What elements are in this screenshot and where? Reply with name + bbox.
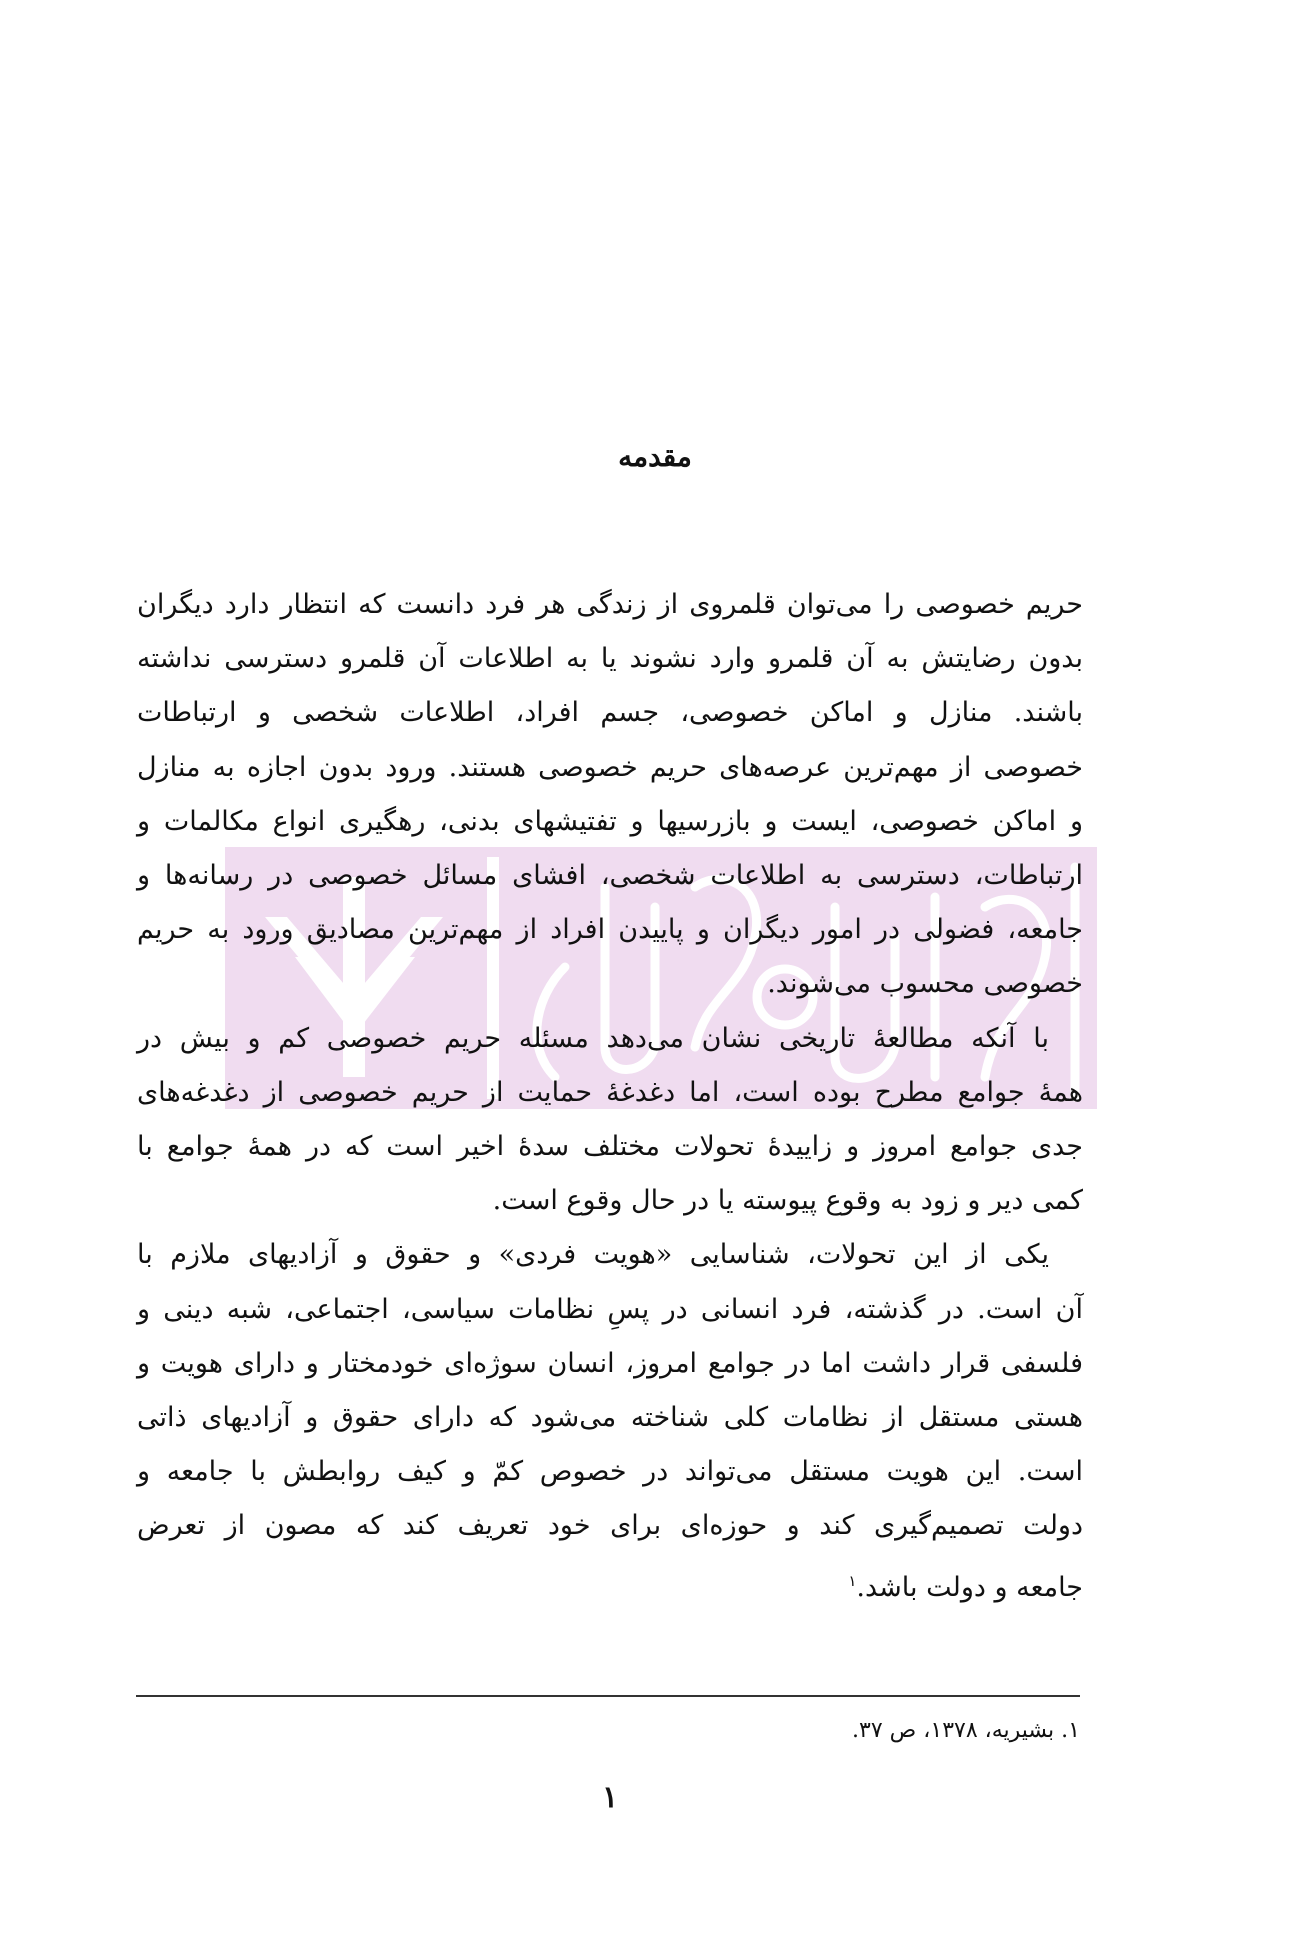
body-text: [137, 578, 1083, 1615]
text-line: بدون رضایتش به آن قلمرو وارد نشوند یا به اطلاعات آن قلمرو دسترسی نداشته: [137, 643, 1083, 675]
paragraph-2: [137, 1012, 1083, 1229]
text-line: همهٔ جوامع مطرح بوده است، اما دغدغهٔ حمایت از حریم خصوصی از دغدغه‌های: [137, 1076, 1083, 1108]
text-line: خصوصی از مهم‌ترین عرصه‌های حریم خصوصی هستند. ورود بدون اجازه به منازل: [137, 751, 1083, 783]
text-line: حریم خصوصی را می‌توان قلمروی از زندگی هر فرد دانست که انتظار دارد دیگران: [137, 589, 1083, 620]
text-line: و اماکن خصوصی، ایست و بازرسیها و تفتیشهای بدنی، رهگیری انواع مکالمات و: [137, 805, 1083, 837]
text-line: یکی از این تحولات، شناسایی «هویت فردی» و حقوق و آزادیهای ملازم با: [137, 1239, 1049, 1271]
text-line: باشند. منازل و اماکن خصوصی، جسم افراد، اطلاعات شخصی و ارتباطات: [137, 697, 1083, 729]
paragraph-3: [137, 1228, 1083, 1614]
text-line-last: [137, 1554, 1083, 1615]
paragraph-1: [137, 578, 1083, 1012]
footnote-1: ۱. بشیریه، ۱۳۷۸، ص ۳۷.: [852, 1718, 1080, 1743]
text-line: با آنکه مطالعهٔ تاریخی نشان می‌دهد مسئله حریم خصوصی کم و بیش در: [137, 1022, 1049, 1054]
text-line: جامعه، فضولی در امور دیگران و پاییدن افراد از مهم‌ترین مصادیق ورود به حریم: [137, 914, 1083, 946]
text-line: هستی مستقل از نظامات کلی شناخته می‌شود که دارای حقوق و آزادیهای ذاتی: [137, 1402, 1083, 1434]
text-line: دولت تصمیم‌گیری کند و حوزه‌ای برای خود تعریف کند که مصون از تعرض: [137, 1510, 1083, 1542]
page-title: مقدمه: [618, 440, 692, 473]
text-line: ارتباطات، دسترسی به اطلاعات شخصی، افشای مسائل خصوصی در رسانه‌ها و: [137, 860, 1083, 892]
text-line: خصوصی محسوب می‌شوند.: [767, 968, 1083, 1000]
text-line: آن است. در گذشته، فرد انسانی در پسِ نظامات سیاسی، اجتماعی، شبه دینی و: [137, 1293, 1083, 1325]
footnote-separator: [136, 1695, 1080, 1697]
page-number: ۱: [601, 1780, 619, 1815]
text-line: جدی جوامع امروز و زاییدهٔ تحولات مختلف سدهٔ اخیر است که در همهٔ جوامع با: [137, 1131, 1083, 1163]
text-line-content: جامعه و دولت باشد.: [856, 1571, 1083, 1603]
footnote-marker[interactable]: ۱: [848, 1571, 857, 1590]
text-line: کمی دیر و زود به وقوع پیوسته یا در حال وقوع است.: [492, 1185, 1083, 1217]
text-line: است. این هویت مستقل می‌تواند در خصوص کمّ و کیف روابطش با جامعه و: [137, 1456, 1083, 1488]
text-line: فلسفی قرار داشت اما در جوامع امروز، انسان سوژه‌ای خودمختار و دارای هویت و: [137, 1347, 1083, 1379]
